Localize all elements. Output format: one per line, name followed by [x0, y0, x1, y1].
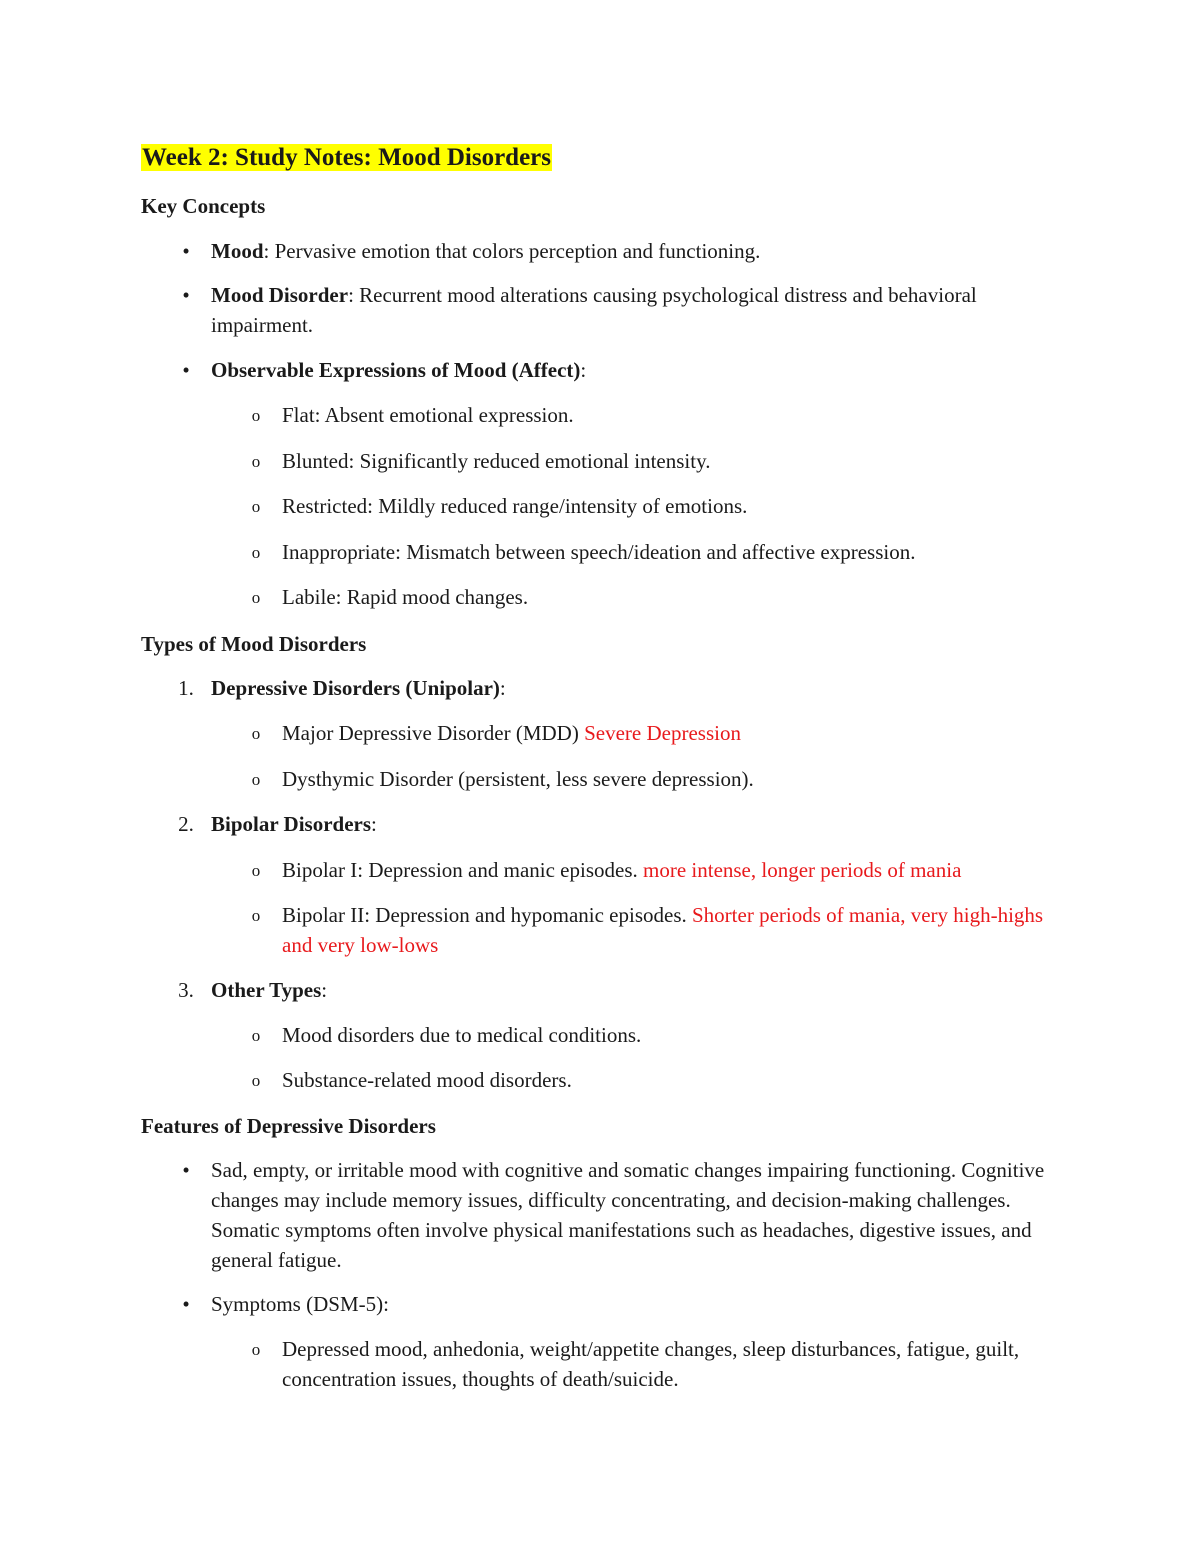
sub-item-text: Dysthymic Disorder (persistent, less severe depression).	[282, 767, 754, 791]
number-marker: 2.	[178, 812, 194, 836]
bullet-marker: •	[182, 1158, 190, 1182]
sub-item-text: Bipolar II: Depression and hypomanic episodes.	[282, 903, 692, 927]
sub-item-text: Major Depressive Disorder (MDD)	[282, 721, 585, 745]
red-annotation: Shorter periods of mania, very high-highs and very low-lows	[282, 903, 1044, 957]
list-item	[182, 1289, 1081, 1319]
sub-list-item	[251, 537, 1082, 567]
sub-list-item	[251, 1334, 1067, 1394]
red-annotation: more intense, longer periods of mania	[643, 858, 962, 882]
sub-list-item	[251, 1020, 1082, 1050]
sub-list-item	[251, 491, 1082, 521]
sub-list-item	[251, 400, 1082, 430]
red-annotation: Severe Depression	[584, 721, 741, 745]
term: Mood Disorder	[211, 283, 349, 307]
sub-item-text: Blunted: Significantly reduced emotional intensity.	[282, 449, 711, 473]
bullet-marker: •	[182, 239, 190, 263]
definition: :	[371, 812, 377, 836]
circle-bullet-marker: o	[251, 1340, 261, 1359]
sub-list-item	[251, 582, 1082, 612]
item-text: Symptoms (DSM-5):	[211, 1292, 389, 1316]
circle-bullet-marker: o	[251, 906, 261, 925]
circle-bullet-marker: o	[251, 497, 261, 516]
definition: : Pervasive emotion that colors perception and functioning.	[263, 239, 761, 263]
number-marker: 1.	[178, 676, 194, 700]
bullet-marker: •	[182, 283, 190, 307]
sub-item-text: Bipolar I: Depression and manic episodes.	[282, 858, 643, 882]
definition: :	[321, 978, 328, 1002]
definition: :	[580, 358, 587, 382]
sub-item-text: Inappropriate: Mismatch between speech/ideation and affective expression.	[282, 540, 916, 564]
circle-bullet-marker: o	[251, 724, 261, 743]
sub-item-text: Depressed mood, anhedonia, weight/appetite changes, sleep disturbances, fatigue, guilt, concentration issues, thoughts of death/suicide.	[282, 1337, 1020, 1391]
sub-list-item	[251, 764, 1082, 794]
sub-list-item	[251, 1065, 1082, 1095]
term: Observable Expressions of Mood (Affect)	[211, 358, 581, 382]
circle-bullet-marker: o	[251, 543, 261, 562]
sub-item-text: Flat: Absent emotional expression.	[282, 403, 574, 427]
section-heading-key-concepts: Key Concepts	[141, 194, 266, 218]
circle-bullet-marker: o	[251, 406, 261, 425]
definition: : Recurrent mood alterations causing psychological distress and behavioral impairment.	[211, 283, 977, 337]
term: Depressive Disorders (Unipolar)	[211, 676, 500, 700]
title-highlight: Week 2: Study Notes: Mood Disorders	[142, 144, 552, 171]
sub-list-item	[251, 446, 1082, 476]
circle-bullet-marker: o	[251, 588, 261, 607]
sub-list-item	[251, 900, 1052, 960]
sub-list-item	[251, 855, 1082, 885]
paragraph-text: Sad, empty, or irritable mood with cognitive and somatic changes impairing functioning. Cognitive changes may include memory issues, difficulty concentrating, and decision-making challenges. Somatic symptoms often involve physical manifestations such as headaches, digestive issues, and general fatigue.	[211, 1158, 1045, 1272]
section-heading-types: Types of Mood Disorders	[141, 632, 367, 656]
bullet-marker: •	[182, 358, 190, 382]
circle-bullet-marker: o	[251, 1071, 261, 1090]
numbered-item	[178, 809, 1081, 839]
sub-item-text: Substance-related mood disorders.	[282, 1068, 572, 1092]
sub-item-text: Restricted: Mildly reduced range/intensity of emotions.	[282, 494, 748, 518]
numbered-item	[178, 975, 1081, 1005]
list-item	[182, 280, 1081, 340]
numbered-item	[178, 673, 1081, 703]
term: Mood	[211, 239, 264, 263]
circle-bullet-marker: o	[251, 770, 261, 789]
circle-bullet-marker: o	[251, 452, 261, 471]
bullet-marker: •	[182, 1292, 190, 1316]
number-marker: 3.	[178, 978, 194, 1002]
list-item	[182, 236, 1081, 266]
definition: :	[499, 676, 506, 700]
sub-item-text: Labile: Rapid mood changes.	[282, 585, 529, 609]
list-item	[182, 355, 1081, 385]
term: Other Types	[211, 978, 322, 1002]
sub-item-text: Mood disorders due to medical conditions.	[282, 1023, 642, 1047]
circle-bullet-marker: o	[251, 861, 261, 880]
term: Bipolar Disorders	[211, 812, 372, 836]
section-heading-features: Features of Depressive Disorders	[141, 1114, 436, 1138]
page-title	[141, 141, 552, 175]
circle-bullet-marker: o	[251, 1026, 261, 1045]
sub-list-item	[251, 718, 1082, 748]
list-item	[182, 1155, 1061, 1275]
